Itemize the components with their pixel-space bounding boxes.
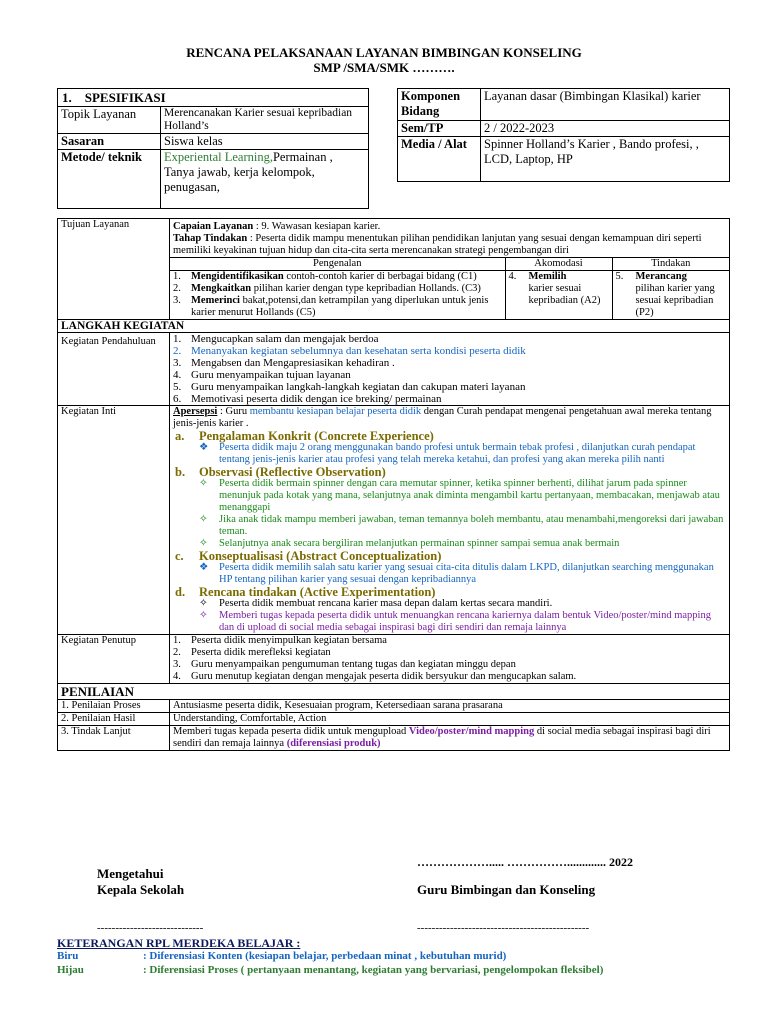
- penilaian-proses-label: 1. Penilaian Proses: [58, 700, 170, 713]
- keterangan-hijau-text: : Diferensiasi Proses ( pertanyaan menantang, kegiatan yang bervariasi, pengelompokan fleksibel): [143, 964, 604, 976]
- signature-date: ………………..... ……………............. 2022: [417, 855, 633, 869]
- keterangan-heading: KETERANGAN RPL MERDEKA BELAJAR :: [57, 936, 301, 950]
- tahap-label: Tahap Tindakan: [173, 233, 248, 244]
- pendahuluan-list: [170, 333, 730, 406]
- keterangan-biru-text: : Diferensiasi Konten (kesiapan belajar, perbedaan minat , kebutuhan murid): [143, 950, 507, 962]
- section-a-heading: a. Pengalaman Konkrit (Concrete Experience): [175, 429, 434, 443]
- capaian-value: : 9. Wawasan kesiapan karier.: [253, 221, 381, 232]
- pendahuluan-item: 4. Guru menyampaikan tujuan layanan: [173, 369, 351, 381]
- pendahuluan-item: 1. Mengucapkan salam dan mengajak berdoa: [173, 333, 379, 345]
- document-title: RENCANA PELAKSANAAN LAYANAN BIMBINGAN KONSELING: [186, 45, 582, 60]
- pengenalan-item: 2. Mengkaitkan pilihan karier dengan type kepribadian Hollands. (C3): [173, 283, 481, 294]
- kepala-sekolah-label: Kepala Sekolah: [97, 882, 185, 897]
- col-head-akomodasi: Akomodasi: [505, 258, 612, 271]
- pengenalan-item: 3. Memerinci bakat,potensi,dan ketrampilan yang diperlukan untuk jenis karier menurut Hollands (C5): [173, 295, 489, 318]
- sasaran-value: Siswa kelas: [161, 134, 369, 150]
- penutup-item: 2. Peserta didik merefleksi kegiatan: [173, 647, 331, 658]
- pengenalan-item: 1. Mengidentifikasikan contoh-contoh karier di berbagai bidang (C1): [173, 271, 477, 282]
- section-b-heading: b. Observasi (Reflective Observation): [175, 465, 386, 479]
- media-value: Spinner Holland’s Karier , Bando profesi, , LCD, Laptop, HP: [481, 137, 730, 182]
- col-head-tindakan: Tindakan: [612, 258, 729, 271]
- tujuan-subtable: [170, 257, 729, 319]
- guru-bk-label: Guru Bimbingan dan Konseling: [417, 882, 596, 897]
- spec-heading: SPESIFIKASI: [84, 90, 166, 105]
- col-head-pengenalan: Pengenalan: [170, 258, 505, 271]
- inti-label: Kegiatan Inti: [58, 406, 170, 635]
- section-d-item: ✧ Peserta didik membuat rencana karier masa depan dalam kertas secara mandiri.: [199, 598, 553, 609]
- signature-line-left: -----------------------------: [97, 922, 204, 934]
- komponen-label: Komponen Bidang: [398, 89, 481, 121]
- tahap-value: : Peserta didik mampu menentukan pilihan pendidikan lanjutan yang sesuai dengan kemampuan diri seperti memiliki keyakinan tujuan hidup dan cita-cita serta merencanakan strategi pengembangan diri: [173, 233, 702, 256]
- pengenalan-list: [170, 271, 505, 320]
- metode-value-rest: Permainan , Tanya jawab, kerja kelompok, penugasan,: [164, 150, 333, 194]
- metode-label: Metode/ teknik: [58, 150, 161, 209]
- tindakan-cell: 5. Merancang pilihan karier yang sesuai kepribadian (P2): [612, 271, 729, 320]
- penilaian-hasil-label: 2. Penilaian Hasil: [58, 713, 170, 726]
- topik-label: Topik Layanan: [58, 107, 161, 134]
- akomodasi-cell: 4. Memilih karier sesuai kepribadian (A2): [505, 271, 612, 320]
- pendahuluan-item: 6. Memotivasi peserta didik dengan ice breking/ permainan: [173, 393, 442, 405]
- section-a-item: ❖ Peserta didik maju 2 orang menggunakan bando profesi untuk bermain tebak profesi , dilanjutkan curah pendapat tentang jenis-jenis karier atau profesi yang telah mereka ketahui, dan profesi yang akan mereka pilih nanti: [199, 442, 696, 465]
- keterangan-biru-label: Biru: [57, 950, 79, 962]
- penutup-label: Kegiatan Penutup: [58, 635, 170, 684]
- mengetahui-label: Mengetahui: [97, 866, 164, 881]
- pendahuluan-item: 3. Mengabsen dan Mengapresiasikan kehadiran .: [173, 357, 395, 369]
- tindak-lanjut-value: Memberi tugas kepada peserta didik untuk mengupload Video/poster/mind mapping di social media sebagai inspirasi bagi diri sendiri dan remaja lainnya (diferensiasi produk): [170, 726, 730, 751]
- metode-value-green: Experiental Learning,: [164, 150, 273, 164]
- metode-value: [161, 150, 369, 209]
- main-table: [57, 218, 730, 751]
- media-label: Media / Alat: [398, 137, 481, 182]
- penutup-item: 4. Guru menutup kegiatan dengan mengajak peserta didik bersyukur dan mengucapkan salam.: [173, 671, 577, 682]
- sasaran-label: Sasaran: [58, 134, 161, 150]
- pendahuluan-item: 5. Guru menyampaikan langkah-langkah kegiatan dan cakupan materi layanan: [173, 381, 526, 393]
- spec-left-table: [57, 88, 369, 209]
- apersepsi: Apersepsi : Guru membantu kesiapan belajar peserta didik dengan Curah pendapat mengenai pengetahuan awal mereka tentang jenis-jenis karier .: [173, 406, 712, 429]
- topik-value: Merencanakan Karier sesuai kepribadian Holland’s: [161, 107, 369, 134]
- section-d-heading: d. Rencana tindakan (Active Experimentation): [175, 585, 436, 599]
- section-b-item: ✧ Jika anak tidak mampu memberi jawaban, teman temannya boleh membantu, atau menambahi,mengoreksi dari jawaban teman.: [199, 514, 724, 537]
- document-subtitle: SMP /SMA/SMK ……….: [313, 60, 455, 75]
- pendahuluan-label: Kegiatan Pendahuluan: [58, 333, 170, 406]
- inti-content: [170, 406, 730, 635]
- section-b-item: ✧ Peserta didik bermain spinner dengan cara memutar spinner, ketika spinner berhenti, dilihat jarum pada spinner menunjuk pada kotak yang mana, selanjutnya anak diminta mengambil kartu pertanyaan, membacakan, menjawab atau menanggapi: [199, 478, 720, 513]
- penutup-item: 3. Guru menyampaikan pengumuman tentang tugas dan kegiatan minggu depan: [173, 659, 516, 670]
- pendahuluan-item: 2. Menanyakan kegiatan sebelumnya dan kesehatan serta kondisi peserta didik: [173, 345, 526, 357]
- semtp-value: 2 / 2022-2023: [481, 121, 730, 137]
- tindak-lanjut-label: 3. Tindak Lanjut: [58, 726, 170, 751]
- penilaian-hasil-value: Understanding, Comfortable, Action: [170, 713, 730, 726]
- tujuan-content: [170, 219, 730, 320]
- langkah-heading: LANGKAH KEGIATAN: [58, 320, 730, 333]
- penilaian-proses-value: Antusiasme peserta didik, Kesesuaian program, Ketersediaan sarana prasarana: [170, 700, 730, 713]
- tujuan-label: Tujuan Layanan: [58, 219, 170, 320]
- signature-line-right: -----------------------------------------------: [417, 922, 590, 934]
- capaian-label: Capaian Layanan: [173, 221, 254, 232]
- penilaian-heading: PENILAIAN: [58, 684, 730, 700]
- section-c-heading: c. Konseptualisasi (Abstract Conceptualization): [175, 549, 442, 563]
- section-d-item: ✧ Memberi tugas kepada peserta didik untuk menuangkan rencana kariernya dalam bentuk Video/poster/mind mapping dan di upload di social media sebagai inspirasi bagi diri sendiri dan remaja lainnya: [199, 610, 711, 633]
- spec-heading-num: 1.: [62, 90, 72, 105]
- semtp-label: Sem/TP: [398, 121, 481, 137]
- keterangan-hijau-label: Hijau: [57, 964, 84, 976]
- spec-right-table: [397, 88, 730, 182]
- penutup-list: [170, 635, 730, 684]
- komponen-value: Layanan dasar (Bimbingan Klasikal) karier: [481, 89, 730, 121]
- section-b-item: ✧ Selanjutnya anak secara bergiliran melanjutkan permainan spinner sampai semua anak bermain: [199, 538, 620, 549]
- section-c-item: ❖ Peserta didik memilih salah satu karier yang sesuai cita-cita ditulis dalam LKPD, dilanjutkan searching menggunakan HP tentang pilihan karier yang sesuai dengan kepribadiannya: [199, 562, 714, 585]
- penutup-item: 1. Peserta didik menyimpulkan kegiatan bersama: [173, 635, 387, 646]
